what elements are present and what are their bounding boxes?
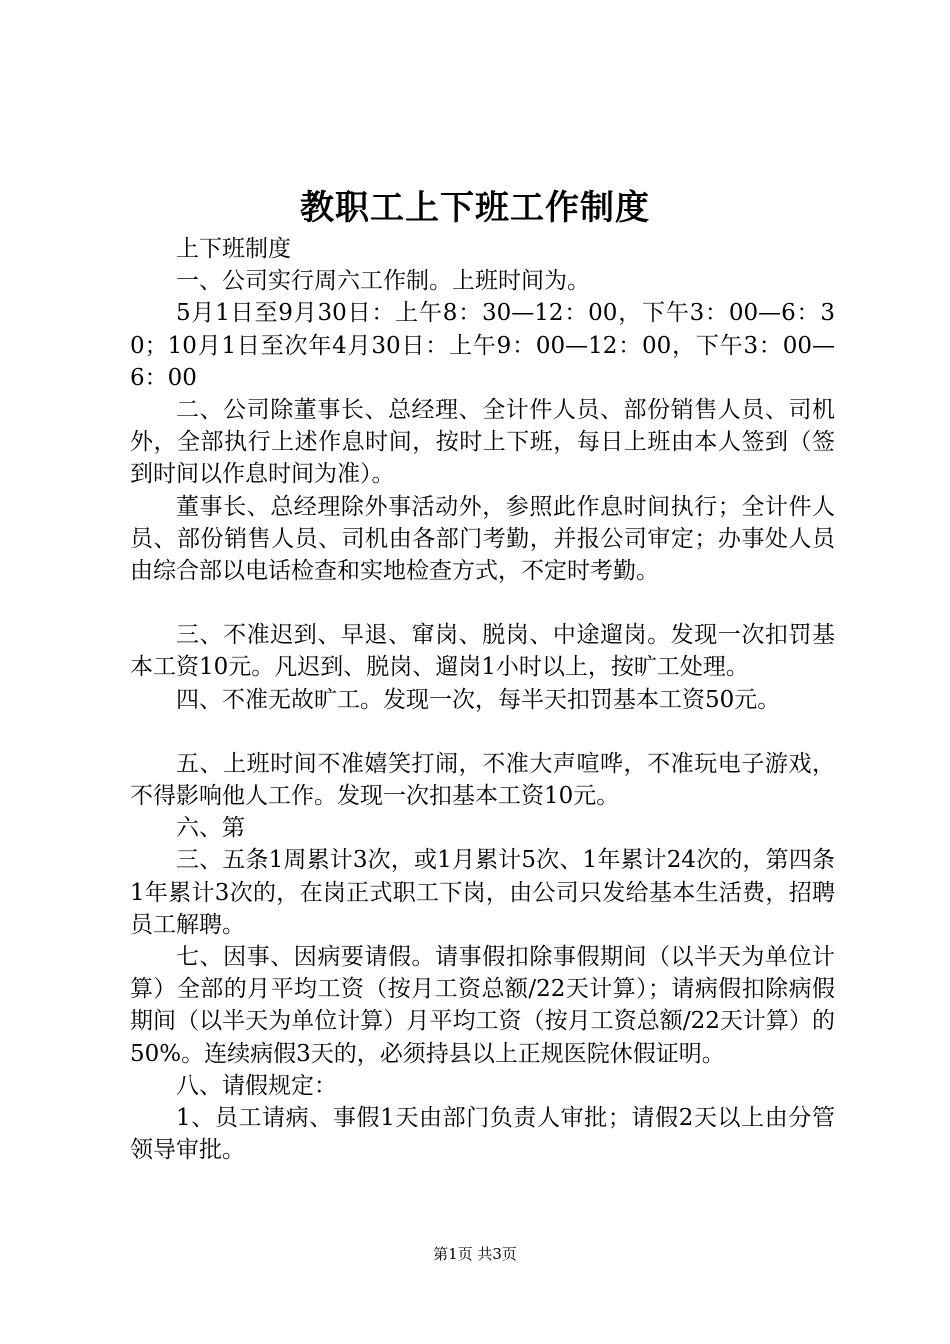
page-indicator: 第1页 共3页 [433, 1245, 517, 1263]
paragraph-4: 四、不准无故旷工。发现一次，每半天扣罚基本工资50元。 [176, 686, 781, 713]
paragraph-1: 一、公司实行周六工作制。上班时间为。 [176, 268, 590, 295]
spacer [130, 587, 835, 619]
paragraph-8-item-1: 1、员工请病、事假1天由部门负责人审批；请假2天以上由分管领导审批。 [130, 1105, 835, 1164]
paragraph-6: 六、第 [176, 815, 245, 842]
document-title: 教职工上下班工作制度 [300, 188, 650, 228]
paragraph-2: 二、公司除董事长、总经理、全计件人员、部份销售人员、司机外，全部执行上述作息时间，按时上下班，每日上班由本人签到（签到时间以作息时间为准）。 [130, 397, 835, 488]
spacer [130, 716, 835, 748]
paragraph-8: 八、请假规定： [176, 1072, 337, 1099]
paragraph-6-continued: 三、五条1周累计3次，或1月累计5次、1年累计24次的，第四条1年累计3次的，在岗正式职工下岗，由公司只发给基本生活费，招聘员工解聘。 [130, 847, 835, 938]
paragraph-3: 三、不准迟到、早退、窜岗、脱岗、中途遛岗。发现一次扣罚基本工资10元。凡迟到、脱岗、遛岗1小时以上，按旷工处理。 [130, 622, 835, 681]
paragraph-5: 五、上班时间不准嬉笑打闹，不准大声喧哗，不准玩电子游戏，不得影响他人工作。发现一次扣基本工资10元。 [130, 750, 835, 810]
paragraph-heading: 上下班制度 [176, 236, 291, 262]
paragraph-exceptions: 董事长、总经理除外事活动外，参照此作息时间执行；全计件人员、部份销售人员、司机由各部门考勤，并报公司审定；办事处人员由综合部以电话检查和实地检查方式，不定时考勤。 [130, 493, 835, 585]
document-body [130, 233, 835, 1166]
paragraph-schedule: 5月1日至9月30日：上午8：30—12：00，下午3：00—6：30；10月1日至次年4月30日：上午9：00—12：00，下午3：00—6：00 [130, 300, 835, 391]
paragraph-7: 七、因事、因病要请假。请事假扣除事假期间（以半天为单位计算）全部的月平均工资（按月工资总额/22天计算）；请病假扣除病假期间（以半天为单位计算）月平均工资（按月工资总额/22天计算）的50%。连续病假3天的，必须持县以上正规医院休假证明。 [130, 944, 835, 1067]
